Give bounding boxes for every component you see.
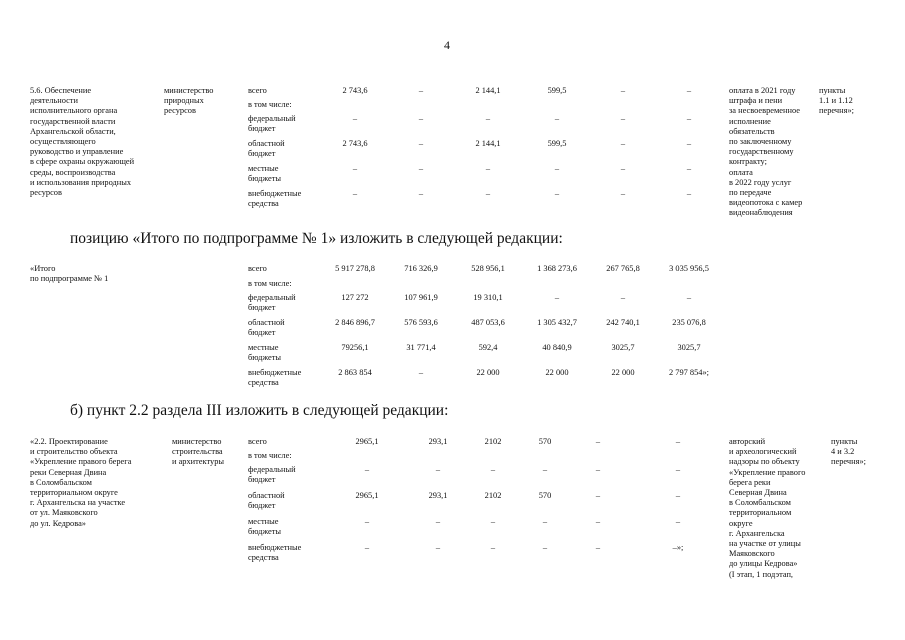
page-number: 4	[444, 38, 450, 52]
t2-cell: 3025,7	[677, 343, 701, 352]
t2-cell: 2 863 854	[338, 368, 372, 377]
t3-references: пункты 4 и 3.2 перечня»;	[831, 437, 866, 467]
t3-cell: –	[364, 465, 370, 474]
t1-cell: –	[418, 86, 424, 95]
t2-source-incl: в том числе:	[248, 279, 292, 288]
t1-cell: 2 144,1	[475, 139, 501, 148]
t1-cell: –	[686, 86, 692, 95]
t1-cell: –	[418, 164, 424, 173]
t1-source-federal: федеральный бюджет	[248, 114, 296, 134]
t2-source-federal: федеральный бюджет	[248, 293, 296, 313]
t3-cell: –	[595, 437, 601, 446]
instruction-heading: б) пункт 2.2 раздела III изложить в следующей редакции:	[70, 402, 449, 419]
t3-cell: –	[675, 437, 681, 446]
t1-cell: –	[418, 139, 424, 148]
t2-cell: 3025,7	[611, 343, 635, 352]
t1-cell: –	[485, 114, 491, 123]
t1-source-total: всего	[248, 86, 267, 95]
t1-cell: –	[620, 164, 626, 173]
t2-cell: 1 368 273,6	[537, 264, 577, 273]
t2-cell: 107 961,9	[404, 293, 438, 302]
t2-cell: 242 740,1	[606, 318, 640, 327]
t2-cell: 528 956,1	[471, 264, 505, 273]
t1-cell: –	[485, 164, 491, 173]
t1-source-offbudget: внебюджетные средства	[248, 189, 302, 209]
t1-cell: –	[620, 114, 626, 123]
t2-cell: 31 771,4	[406, 343, 436, 352]
t1-cell: 599,5	[547, 139, 567, 148]
t2-cell: 19 310,1	[473, 293, 503, 302]
t3-cell: –	[490, 517, 496, 526]
t2-cell: 1 305 432,7	[537, 318, 577, 327]
t2-cell: –	[554, 293, 560, 302]
t2-cell: 592,4	[478, 343, 498, 352]
t3-source-offbudget: внебюджетные средства	[248, 543, 302, 563]
t1-cell: –	[620, 139, 626, 148]
t3-cell: –	[364, 543, 370, 552]
t2-source-offbudget: внебюджетные средства	[248, 368, 302, 388]
t3-activity-name: «2.2. Проектирование и строительство объекта «Укрепление правого берега реки Северная Двина в Соломбальском территориальном округе г. Архангельска на участке от ул. Маяковского до ул. Кедрова»	[30, 437, 132, 528]
t1-cell: –	[620, 86, 626, 95]
t1-cell: –	[352, 164, 358, 173]
t2-cell: 576 593,6	[404, 318, 438, 327]
t1-source-incl: в том числе:	[248, 100, 292, 109]
t2-source-regional: областной бюджет	[248, 318, 285, 338]
t3-cell: –	[490, 543, 496, 552]
t2-cell: 127 272	[341, 293, 369, 302]
t1-cell: –	[352, 189, 358, 198]
t1-expected-result: оплата в 2021 году штрафа и пени за несвоевременное исполнение обязательств по заключенному государственному контракту; оплата в 2022 году услуг по передаче видеопотока с камер видеонаблюдения	[729, 86, 803, 218]
t3-source-total: всего	[248, 437, 267, 446]
t2-cell: 2 846 896,7	[335, 318, 375, 327]
t1-source-local: местные бюджеты	[248, 164, 282, 184]
t3-cell: 293,1	[428, 437, 448, 446]
t3-cell: –	[364, 517, 370, 526]
t3-cell: 2965,1	[355, 437, 379, 446]
t2-cell: 267 765,8	[606, 264, 640, 273]
t3-cell: –	[435, 543, 441, 552]
t1-cell: –	[418, 189, 424, 198]
t3-cell: –	[595, 465, 601, 474]
t3-cell: 293,1	[428, 491, 448, 500]
t2-cell: –	[418, 368, 424, 377]
t3-source-incl: в том числе:	[248, 451, 292, 460]
t3-cell: 2102	[484, 437, 502, 446]
t1-cell: –	[620, 189, 626, 198]
t2-cell: –	[686, 293, 692, 302]
t2-cell: 3 035 956,5	[669, 264, 709, 273]
t1-cell: 2 743,6	[342, 86, 368, 95]
t2-total-label: «Итого по подпрограмме № 1	[30, 264, 109, 284]
t3-cell: 2965,1	[355, 491, 379, 500]
t1-cell: 2 144,1	[475, 86, 501, 95]
t1-cell: –	[686, 114, 692, 123]
t3-cell: 2102	[484, 491, 502, 500]
t3-cell: 570	[538, 491, 552, 500]
t1-cell: –	[554, 114, 560, 123]
t2-cell: 487 053,6	[471, 318, 505, 327]
t1-executor: министерство природных ресурсов	[164, 86, 214, 116]
t2-cell: 22 000	[545, 368, 569, 377]
t3-source-local: местные бюджеты	[248, 517, 282, 537]
t2-cell: –	[620, 293, 626, 302]
t2-cell: 22 000	[476, 368, 500, 377]
t1-cell: –	[686, 189, 692, 198]
t3-executor: министерство строительства и архитектуры	[172, 437, 225, 467]
t3-expected-result: авторский и археологический надзоры по объекту «Укрепление правого берега реки Северная Двина в Соломбальском территориальном округе г. Архангельска на участке от улицы Маяковского до улицы Кедрова» (I этап, 1 подэтап,	[729, 437, 806, 579]
t3-cell: –	[675, 465, 681, 474]
t2-cell: 5 917 278,8	[335, 264, 375, 273]
t2-source-local: местные бюджеты	[248, 343, 282, 363]
t1-cell: –	[554, 189, 560, 198]
t3-source-regional: областной бюджет	[248, 491, 285, 511]
t3-cell: –	[542, 465, 548, 474]
t3-cell: –	[595, 491, 601, 500]
instruction-heading: позицию «Итого по подпрограмме № 1» изложить в следующей редакции:	[70, 230, 563, 247]
t2-cell: 235 076,8	[672, 318, 706, 327]
t2-cell: 716 326,9	[404, 264, 438, 273]
t2-cell: 2 797 854»;	[668, 368, 709, 377]
t2-source-total: всего	[248, 264, 267, 273]
t3-cell: –	[675, 517, 681, 526]
t1-cell: 599,5	[547, 86, 567, 95]
t3-cell: –	[595, 517, 601, 526]
t1-cell: –	[686, 164, 692, 173]
t1-cell: –	[554, 164, 560, 173]
t3-cell: –	[435, 465, 441, 474]
t3-cell: –	[595, 543, 601, 552]
t1-references: пункты 1.1 и 1.12 перечня»;	[819, 86, 854, 116]
t1-cell: –	[686, 139, 692, 148]
t3-cell: –	[542, 543, 548, 552]
t3-cell: –	[490, 465, 496, 474]
t1-source-regional: областной бюджет	[248, 139, 285, 159]
t2-cell: 40 840,9	[542, 343, 572, 352]
t3-cell: –	[435, 517, 441, 526]
t2-cell: 79256,1	[341, 343, 369, 352]
t3-cell: 570	[538, 437, 552, 446]
t1-cell: 2 743,6	[342, 139, 368, 148]
t1-cell: –	[352, 114, 358, 123]
t3-cell: –	[675, 491, 681, 500]
t1-cell: –	[418, 114, 424, 123]
t2-cell: 22 000	[611, 368, 635, 377]
t1-cell: –	[485, 189, 491, 198]
t3-source-federal: федеральный бюджет	[248, 465, 296, 485]
t3-cell: –	[542, 517, 548, 526]
t3-cell: –»;	[672, 543, 684, 552]
t1-activity-name: 5.6. Обеспечение деятельности исполнительного органа государственной власти Архангельской области, осуществляющего руководство и управление в сфере охраны окружающей среды, воспроизводства и использования природных ресурсов	[30, 86, 135, 198]
